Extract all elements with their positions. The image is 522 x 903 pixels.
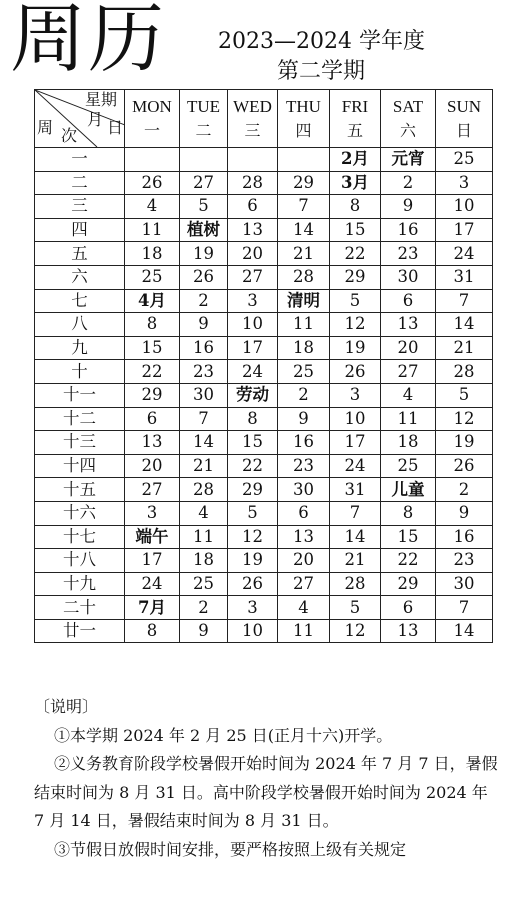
day-cell: 29 — [125, 383, 180, 407]
day-cell: 28 — [436, 360, 493, 384]
day-cell: 30 — [278, 478, 330, 502]
day-cell: 20 — [228, 242, 278, 266]
day-cell: 2 — [436, 478, 493, 502]
week-number-cell: 二十 — [35, 596, 125, 620]
col-header-fri: FRI 五 — [330, 90, 381, 148]
day-cell: 9 — [180, 619, 228, 643]
day-cell: 11 — [278, 619, 330, 643]
week-number-cell: 十九 — [35, 572, 125, 596]
day-cell: 18 — [180, 549, 228, 573]
day-cell: 6 — [381, 596, 436, 620]
day-cell: 17 — [125, 549, 180, 573]
day-cell: 26 — [330, 360, 381, 384]
day-cell: 元宵 — [381, 148, 436, 172]
day-cell: 10 — [330, 407, 381, 431]
day-cell: 27 — [125, 478, 180, 502]
day-cell: 25 — [381, 454, 436, 478]
day-cell: 4 — [125, 195, 180, 219]
day-cell: 26 — [436, 454, 493, 478]
week-number-cell: 十二 — [35, 407, 125, 431]
week-row — [35, 360, 493, 384]
day-cell: 14 — [278, 218, 330, 242]
day-cell: 8 — [330, 195, 381, 219]
week-row — [35, 407, 493, 431]
day-cell: 31 — [330, 478, 381, 502]
week-row — [35, 171, 493, 195]
day-cell: 29 — [228, 478, 278, 502]
day-cell: 4 — [381, 383, 436, 407]
day-cell: 22 — [381, 549, 436, 573]
day-cell: 22 — [125, 360, 180, 384]
day-cell: 12 — [436, 407, 493, 431]
day-cell: 28 — [278, 265, 330, 289]
week-number-cell: 二 — [35, 171, 125, 195]
corner-label-order: 次 — [61, 128, 78, 145]
day-cell: 4 — [180, 501, 228, 525]
day-cell: 20 — [278, 549, 330, 573]
day-cell: 30 — [381, 265, 436, 289]
day-cell: 清明 — [278, 289, 330, 313]
week-number-cell: 十 — [35, 360, 125, 384]
calendar-body — [35, 148, 493, 643]
day-cell: 5 — [228, 501, 278, 525]
day-cell: 25 — [125, 265, 180, 289]
day-cell: 8 — [381, 501, 436, 525]
corner-header — [35, 90, 125, 148]
day-cell: 9 — [436, 501, 493, 525]
day-cell: 29 — [381, 572, 436, 596]
week-row — [35, 572, 493, 596]
day-cell: 16 — [436, 525, 493, 549]
week-number-cell: 十三 — [35, 431, 125, 455]
notes-section — [34, 693, 502, 864]
day-cell: 25 — [180, 572, 228, 596]
day-cell — [278, 148, 330, 172]
week-number-cell: 五 — [35, 242, 125, 266]
day-cell: 13 — [125, 431, 180, 455]
week-number-cell: 廿一 — [35, 619, 125, 643]
day-cell: 27 — [381, 360, 436, 384]
week-row — [35, 148, 493, 172]
day-cell: 28 — [330, 572, 381, 596]
day-cell: 3 — [436, 171, 493, 195]
day-cell: 28 — [180, 478, 228, 502]
day-cell: 19 — [330, 336, 381, 360]
col-header-mon: MON 一 — [125, 90, 180, 148]
day-cell: 5 — [436, 383, 493, 407]
day-cell: 6 — [125, 407, 180, 431]
col-header-wed: WED 三 — [228, 90, 278, 148]
day-cell: 26 — [125, 171, 180, 195]
week-row — [35, 619, 493, 643]
week-number-cell: 八 — [35, 313, 125, 337]
day-cell: 劳动 — [228, 383, 278, 407]
week-row — [35, 195, 493, 219]
day-cell: 4月 — [125, 289, 180, 313]
day-cell: 20 — [125, 454, 180, 478]
day-cell: 23 — [278, 454, 330, 478]
day-cell: 5 — [180, 195, 228, 219]
corner-label-month: 月 — [87, 112, 104, 129]
week-number-cell: 一 — [35, 148, 125, 172]
day-cell: 17 — [436, 218, 493, 242]
day-cell: 11 — [381, 407, 436, 431]
day-cell: 9 — [180, 313, 228, 337]
week-row — [35, 478, 493, 502]
day-cell: 29 — [330, 265, 381, 289]
day-cell: 13 — [228, 218, 278, 242]
day-cell: 24 — [125, 572, 180, 596]
week-number-cell: 十八 — [35, 549, 125, 573]
day-cell: 3月 — [330, 171, 381, 195]
day-cell: 6 — [381, 289, 436, 313]
day-cell: 15 — [228, 431, 278, 455]
day-cell: 14 — [436, 619, 493, 643]
day-cell: 4 — [278, 596, 330, 620]
day-cell — [180, 148, 228, 172]
corner-label-week: 周 — [37, 120, 54, 137]
day-cell: 25 — [436, 148, 493, 172]
day-cell: 8 — [125, 619, 180, 643]
week-row — [35, 596, 493, 620]
day-cell: 27 — [180, 171, 228, 195]
day-cell: 16 — [180, 336, 228, 360]
day-cell: 2 — [180, 289, 228, 313]
day-cell: 11 — [180, 525, 228, 549]
day-cell: 29 — [278, 171, 330, 195]
day-cell: 植树 — [180, 218, 228, 242]
day-cell: 5 — [330, 289, 381, 313]
week-row — [35, 242, 493, 266]
day-cell: 3 — [125, 501, 180, 525]
corner-label-day: 日 — [107, 120, 124, 137]
day-cell: 6 — [278, 501, 330, 525]
day-cell: 2 — [381, 171, 436, 195]
week-row — [35, 383, 493, 407]
day-cell: 3 — [330, 383, 381, 407]
day-cell: 26 — [228, 572, 278, 596]
day-cell: 8 — [125, 313, 180, 337]
day-cell: 23 — [436, 549, 493, 573]
school-year-subtitle: 2023—2024 学年度 — [218, 29, 425, 54]
day-cell: 7 — [278, 195, 330, 219]
week-row — [35, 265, 493, 289]
week-number-cell: 三 — [35, 195, 125, 219]
day-cell: 14 — [180, 431, 228, 455]
day-cell: 13 — [381, 619, 436, 643]
day-cell: 21 — [436, 336, 493, 360]
notes-heading: 〔说明〕 — [34, 697, 99, 716]
note-item-3: ③节假日放假时间安排，要严格按照上级有关规定 — [54, 839, 407, 859]
week-row — [35, 525, 493, 549]
day-cell: 30 — [436, 572, 493, 596]
day-cell: 30 — [180, 383, 228, 407]
week-number-cell: 四 — [35, 218, 125, 242]
day-cell: 7月 — [125, 596, 180, 620]
col-header-tue: TUE 二 — [180, 90, 228, 148]
day-cell: 13 — [278, 525, 330, 549]
week-number-cell: 十六 — [35, 501, 125, 525]
day-cell: 21 — [278, 242, 330, 266]
note-item-1: ①本学期 2024 年 2 月 25 日(正月十六)开学。 — [54, 725, 393, 745]
day-cell: 22 — [228, 454, 278, 478]
day-cell: 12 — [330, 313, 381, 337]
day-cell: 17 — [330, 431, 381, 455]
day-cell: 26 — [180, 265, 228, 289]
note-item-2: ②义务教育阶段学校暑假开始时间为 2024 年 7 月 7 日，暑假结束时间为 8 月 31 日。高中阶段学校暑假开始时间为 2024 年 7 月 14 日，暑假结束时间为 8 月 31 日。 — [34, 754, 498, 830]
day-cell: 7 — [180, 407, 228, 431]
day-cell: 18 — [278, 336, 330, 360]
day-cell: 24 — [228, 360, 278, 384]
corner-label-weekday: 星期 — [85, 92, 118, 109]
page-title: 周历 — [10, 0, 166, 83]
week-row — [35, 289, 493, 313]
day-cell: 12 — [330, 619, 381, 643]
day-cell: 8 — [228, 407, 278, 431]
week-row — [35, 454, 493, 478]
day-cell: 24 — [330, 454, 381, 478]
day-cell — [228, 148, 278, 172]
week-number-cell: 九 — [35, 336, 125, 360]
day-cell: 27 — [228, 265, 278, 289]
day-cell: 24 — [436, 242, 493, 266]
week-row — [35, 218, 493, 242]
day-cell: 7 — [436, 596, 493, 620]
week-number-cell: 十一 — [35, 383, 125, 407]
col-header-thu: THU 四 — [278, 90, 330, 148]
day-cell: 16 — [278, 431, 330, 455]
day-cell: 儿童 — [381, 478, 436, 502]
day-cell: 11 — [125, 218, 180, 242]
day-cell: 15 — [330, 218, 381, 242]
day-cell: 23 — [381, 242, 436, 266]
day-cell: 27 — [278, 572, 330, 596]
day-cell: 10 — [228, 619, 278, 643]
day-cell: 25 — [278, 360, 330, 384]
day-cell: 15 — [381, 525, 436, 549]
day-cell: 21 — [330, 549, 381, 573]
day-cell: 18 — [381, 431, 436, 455]
week-row — [35, 549, 493, 573]
day-cell: 6 — [228, 195, 278, 219]
day-cell: 3 — [228, 289, 278, 313]
day-cell: 2 — [278, 383, 330, 407]
day-cell: 7 — [436, 289, 493, 313]
day-cell: 10 — [436, 195, 493, 219]
day-cell: 19 — [436, 431, 493, 455]
day-cell: 11 — [278, 313, 330, 337]
week-number-cell: 十四 — [35, 454, 125, 478]
day-cell: 19 — [228, 549, 278, 573]
day-cell: 5 — [330, 596, 381, 620]
day-cell: 9 — [278, 407, 330, 431]
weekly-calendar-table — [34, 89, 493, 643]
day-cell: 18 — [125, 242, 180, 266]
day-cell: 21 — [180, 454, 228, 478]
week-number-cell: 十七 — [35, 525, 125, 549]
day-cell: 20 — [381, 336, 436, 360]
day-cell: 9 — [381, 195, 436, 219]
day-cell: 2 — [180, 596, 228, 620]
week-row — [35, 313, 493, 337]
day-cell: 14 — [436, 313, 493, 337]
day-cell: 31 — [436, 265, 493, 289]
day-cell: 10 — [228, 313, 278, 337]
col-header-sat: SAT 六 — [381, 90, 436, 148]
day-cell: 12 — [228, 525, 278, 549]
day-cell: 17 — [228, 336, 278, 360]
col-header-sun: SUN 日 — [436, 90, 493, 148]
day-cell: 23 — [180, 360, 228, 384]
day-cell: 7 — [330, 501, 381, 525]
header-row — [35, 90, 493, 148]
week-number-cell: 七 — [35, 289, 125, 313]
day-cell: 28 — [228, 171, 278, 195]
day-cell: 14 — [330, 525, 381, 549]
week-row — [35, 501, 493, 525]
week-row — [35, 336, 493, 360]
day-cell: 端午 — [125, 525, 180, 549]
day-cell: 3 — [228, 596, 278, 620]
week-number-cell: 六 — [35, 265, 125, 289]
day-cell: 2月 — [330, 148, 381, 172]
day-cell: 19 — [180, 242, 228, 266]
day-cell — [125, 148, 180, 172]
day-cell: 22 — [330, 242, 381, 266]
day-cell: 13 — [381, 313, 436, 337]
day-cell: 16 — [381, 218, 436, 242]
week-row — [35, 431, 493, 455]
day-cell: 15 — [125, 336, 180, 360]
week-number-cell: 十五 — [35, 478, 125, 502]
semester-label: 第二学期 — [277, 59, 366, 84]
